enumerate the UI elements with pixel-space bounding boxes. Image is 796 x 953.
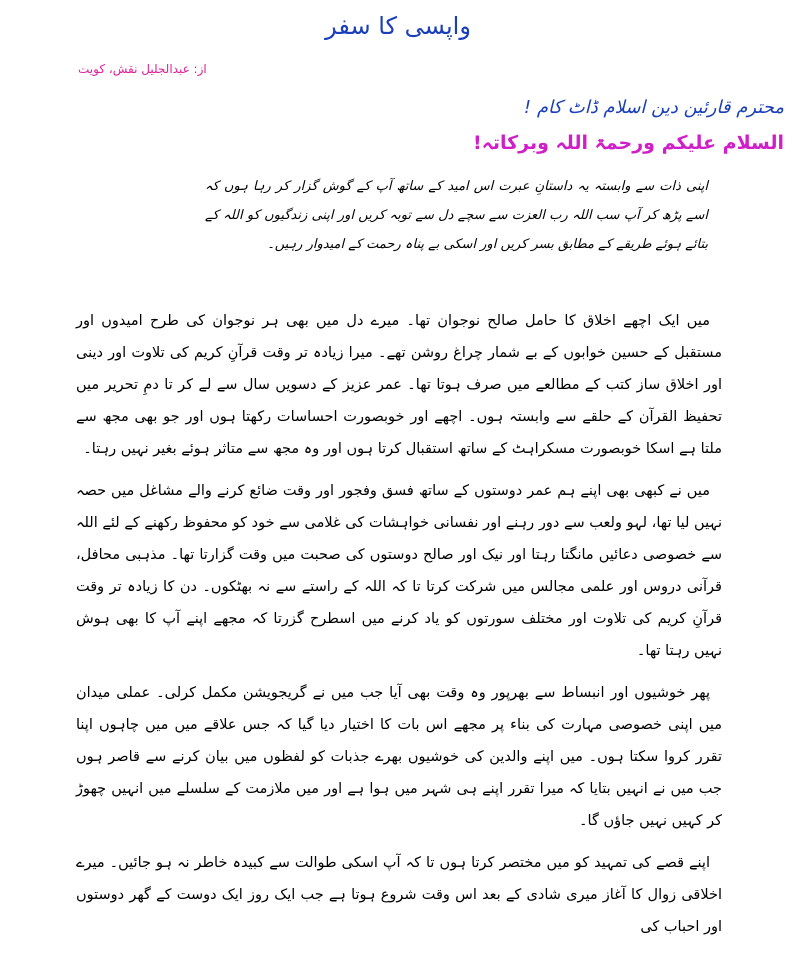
body-paragraph-3: پھر خوشیوں اور انبساط سے بھرپور وہ وقت بھی آیا جب میں نے گریجویشن مکمل کرلی۔ عملی میدان میں اپنی خصوصی مہارت کی بناء پر مجھے اس بات کا اختیار دیا گیا کہ جس علاقے میں میں چاہوں اپنا تقرر کروا سکتا ہوں۔ میں اپنے والدین کی خوشیوں بھرے جذبات کو لفظوں میں بیان کرنے سے قاصر ہوں جب میں نے انہیں بتایا کہ میرا تقرر اپنے ہی شہر میں ہوا ہے اور میں ملازمت کے سلسلے میں انہیں چھوڑ کر کہیں نہیں جاؤں گا۔ <box>76 685 722 829</box>
greeting-line-1: محترم قارئین دین اسلام ڈاٹ کام ! <box>523 97 784 118</box>
intro-paragraph: اپنی ذات سے وابستہ یہ داستانِ عبرت اس امید کے ساتھ آپ کے گوش گزار کر رہا ہوں کہ اسے پڑھ کر آپ سب اللہ رب العزت سے سچے دل سے توبہ کریں اور اپنی زندگیوں کو اللہ کے بتائے ہوئے طریقے کے مطابق بسر کریں اور اسکی بے پناہ رحمت کے امیدوار رہیں۔ <box>205 179 708 252</box>
article-body <box>76 305 722 953</box>
body-paragraph-4: اپنے قصے کی تمہید کو میں مختصر کرتا ہوں تا کہ آپ اسکی طوالت سے کبیدہ خاطر نہ ہو جائیں۔ میرے اخلاقی زوال کا آغاز میری شادی کے بعد اس وقت شروع ہوتا ہے جب ایک روز ایک دوست کے گھر دوستوں اور احباب کی <box>76 855 722 935</box>
greeting-line-2: السلام علیکم ورحمۃ اللہ وبرکاتہ! <box>473 132 784 154</box>
body-paragraph-2: میں نے کبھی بھی اپنے ہم عمر دوستوں کے ساتھ فسق وفجور اور وقت ضائع کرنے والے مشاغل میں حصہ نہیں لیا تھا، لہو ولعب سے دور رہنے اور نفسانی خواہشات کی غلامی سے خود کو محفوظ رکھنے کے لئے اللہ سے خصوصی دعائیں مانگتا رہتا اور نیک اور صالح دوستوں کی صحبت میں وقت گزارتا تھا۔ مذہبی محافل، قرآنی دروس اور علمی مجالس میں شرکت کرتا تا کہ اللہ کے راستے سے نہ بھٹکوں۔ دن کا زیادہ تر وقت قرآنِ کریم کی تلاوت اور مختلف سورتوں کو یاد کرنے میں اسطرح گزرتا کہ مجھے اپنے آپ کا بھی ہوش نہیں رہتا تھا۔ <box>76 483 722 659</box>
intro-block <box>205 172 708 259</box>
article-title: واپسی کا سفر <box>325 12 471 40</box>
body-paragraph-1: میں ایک اچھے اخلاق کا حامل صالح نوجوان تھا۔ میرے دل میں بھی ہر نوجوان کی طرح امیدوں اور مستقبل کے حسین خوابوں کے بے شمار چراغ روشن تھے۔ میرا زیادہ تر وقت قرآنِ کریم کی تلاوت اور دینی اور اخلاق ساز کتب کے مطالعے میں صرف ہوتا تھا۔ عمر عزیز کے دسویں سال سے لے کر تا دمِ تحریر میں تحفیظ القرآن کے حلقے سے وابستہ ہوں۔ اچھے اور خوبصورت احساسات رکھتا ہوں اور جو بھی مجھ سے ملتا ہے اسکا خوبصورت مسکراہٹ کے ساتھ استقبال کرتا ہوں اور وہ مجھ سے متاثر ہوئے بغیر نہیں رہتا۔ <box>76 313 722 457</box>
author-credit: از: عبدالجلیل نقش، کویت <box>78 62 207 76</box>
